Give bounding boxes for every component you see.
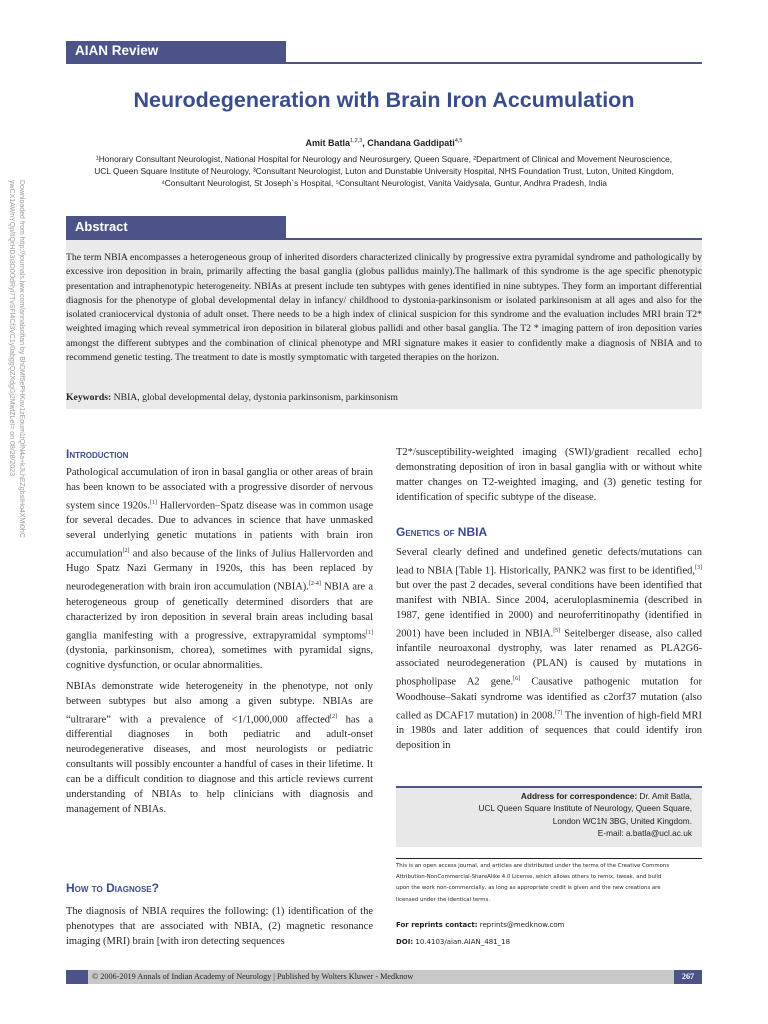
author-1: Amit Batla xyxy=(305,138,351,148)
authors: Amit Batla$^{1,2,3}$, Chandana Gaddipati$^{4,5}$ xyxy=(305,138,463,148)
article-title: Neurodegeneration with Brain Iron Accumulation xyxy=(133,88,635,112)
genetics-text: Several clearly defined and undefined genetic defects/mutations can lead to NBIA [Table 1]. Historically, PANK2 was first to be identified,[3] but over the past 2 decades, several conditions have been identified that manifest with NBIA. Since 2004, aceruloplasminemia (described in 1987, gene identified in 2000) and neuroferritinopathy (identified in 2001) have been included in NBIA.[5] Seitelberger disease, also called infantile neuroaxonal dystrophy, was later renamed as PLA2G6-associated neurodegeneration (PLAN) is caused by mutations in phospholipase A2 gene.[6] Causative pathogenic mutation for Woodhouse–Sakati syndrome was identified as c2orf37 mutation (also called as DCAF17 mutation) in 2008.[7] The invention of high-field MRI in 1980s and later addition of sequences that could identify iron deposition in xyxy=(396,547,702,751)
section-label-bar xyxy=(66,41,286,63)
footer-accent xyxy=(66,970,88,984)
keywords-label: Keywords: xyxy=(66,392,112,403)
header-rule xyxy=(66,62,702,64)
correspondence-label: Address for correspondence: xyxy=(520,791,638,801)
open-access-notice: This is an open access journal, and articles are distributed under the terms of the Creative Commons Attribution-NonCommercial-ShareAlike 4.0 License, which allows others to remix, tweak, and build upon the work non-commercially, as long as appropriate credit is given and the new creations are licensed under the identical terms. xyxy=(396,863,670,903)
introduction-heading: Introduction xyxy=(66,447,129,461)
download-watermark: Downloaded from http://journals.lww.com/annalsofian by BhDMf5ePHKav1zEoum1tQfN4a+kJLhEZgbsIHo4XMi0hC ywCX1AWnYQp/IlQrHD3i3D0OdRyi7TvSFl4Cf3VC1y0abggQZXdgGj2MwlZLeI= on 08/28/2023 xyxy=(8,180,25,538)
how-to-diagnose-text: The diagnosis of NBIA requires the following: (1) identification of the phenotypes that are associated with NBIA, (2) magnetic resonance imaging (MRI) brain [with iron detecting sequences xyxy=(66,906,373,947)
keywords-value: NBIA, global developmental delay, dystonia parkinsonism, parkinsonism xyxy=(113,392,398,403)
abstract-text: The term NBIA encompasses a heterogeneous group of inherited disorders characterized clinically by progressive extra pyramidal syndrome and pathologically by excessive iron deposition in brain, primarily affecting the basal ganglia (globus pallidus mainly).The hallmark of this syndrome is the age specific phenotypic presentation and intraphenotypic heterogeneity. NBIAs at present include ten subtypes with genes identified in nine subtypes. They form an important differential diagnosis for the phenotype of global developmental delay in infancy/ childhood to dystonia-parkinsonism or isolated parkinsonism at all ages and also for the isolated craniocervical dystonia of adult onset. There needs to be a high index of clinical suspicion for this syndrome and the evaluation includes MRI brain T2* weighted imaging which reveal symmetrical iron deposition in bilateral globus pallidi and other basal ganglia. The T2 * imaging pattern of iron deposition varies amongst the different subtypes and the combination of clinical phenotype and MRI signature makes it easier to confidently make a diagnosis of NBIA and to recommend genetic testing. The treatment to date is mostly symptomatic with targeted therapies on the horizon. xyxy=(66,252,702,364)
correspondence-email: E-mail: a.batla@ucl.ac.uk xyxy=(597,828,692,839)
keywords xyxy=(66,392,702,403)
footer-text: © 2006-2019 Annals of Indian Academy of Neurology | Published by Wolters Kluwer - Medknow xyxy=(92,972,414,981)
abstract-heading-bar xyxy=(66,216,286,238)
doi: DOI: 10.4103/aian.AIAN_481_18 xyxy=(396,938,511,946)
genetics-heading: Genetics of NBIA xyxy=(396,525,488,539)
right-column-continuation: T2*/susceptibility-weighted imaging (SWI)/gradient recalled echo] demonstrating deposition of iron in basal ganglia with or without white matter changes on T2-weighted imaging, and (3) genetic testing for identification of specific subtype of the disease. xyxy=(396,447,702,503)
abstract-heading: Abstract xyxy=(75,219,128,234)
open-access-rule xyxy=(396,858,702,859)
introduction-text: Pathological accumulation of iron in basal ganglia or other areas of brain has been known to be associated with a progressive disorder of nervous system since 1920s.[1] Hallervorden–Spatz disease was in common usage for several decades. Due to advances in science that have unmasked several underlying genetic mutations in patients with brain iron accumulation[2] and also because of the links of Julius Hallervorden and Hugo Spatz Nazi Germany in 1920s, this has been replaced by neurodegeneration with brain iron accumulation (NBIA).[2-4] NBIA are a heterogeneous group of genetically determined disorders that are characterized by iron deposition in several brain areas including basal ganglia manifesting with a progressive, extrapyramidal symptoms[1] (dystonia, parkinsonism, chorea), sometimes with pyramidal signs, cognitive dysfunction, or ocular abnormalities. NBIAs demonstrate wide heterogeneity in the phenotype, not only between subtypes but also among a given subtype. NBIAs are “ultrarare” with a prevalence of <1/1,000,000 affected[2] has a differential diagnoses in both pediatric and adult-onset neurodegenerative diseases, and most neurologists or pediatric consultants will possibly encounter a handful of cases in their lifetime. It can be a difficult condition to diagnose and this article reviews current understanding of NBIAs to help clinicians with diagnosis and management of NBIAs. xyxy=(66,467,373,815)
how-to-diagnose-heading: How to Diagnose? xyxy=(66,881,159,895)
correspondence-box: Address for correspondence: Dr. Amit Batla, UCL Queen Square Institute of Neurology, Queen Square, London WC1N 3BG, United Kingdom. E-mail: a.batla@ucl.ac.uk xyxy=(396,786,702,847)
footer-bar xyxy=(66,970,702,984)
author-2: Chandana Gaddipati xyxy=(367,138,455,148)
section-label: AIAN Review xyxy=(75,43,159,58)
affiliations: ¹Honorary Consultant Neurologist, National Hospital for Neurology and Neurosurgery, Queen Square, ²Department of Clinical and Movement Neuroscience, UCL Queen Square Institute of Neurology, ³Consultant Neurologist, Luton and Dunstable University Hospital, NHS Foundation Trust, Luton, United Kingdom, ⁴Consultant Neurologist, St Joseph`s Hospital, ⁵Consultant Neurologist, Vanita Vaidysala, Guntur, Andhra Pradesh, India xyxy=(94,154,674,188)
page-number: 267 xyxy=(674,970,702,984)
reprints-contact: For reprints contact: reprints@medknow.com xyxy=(396,921,565,929)
